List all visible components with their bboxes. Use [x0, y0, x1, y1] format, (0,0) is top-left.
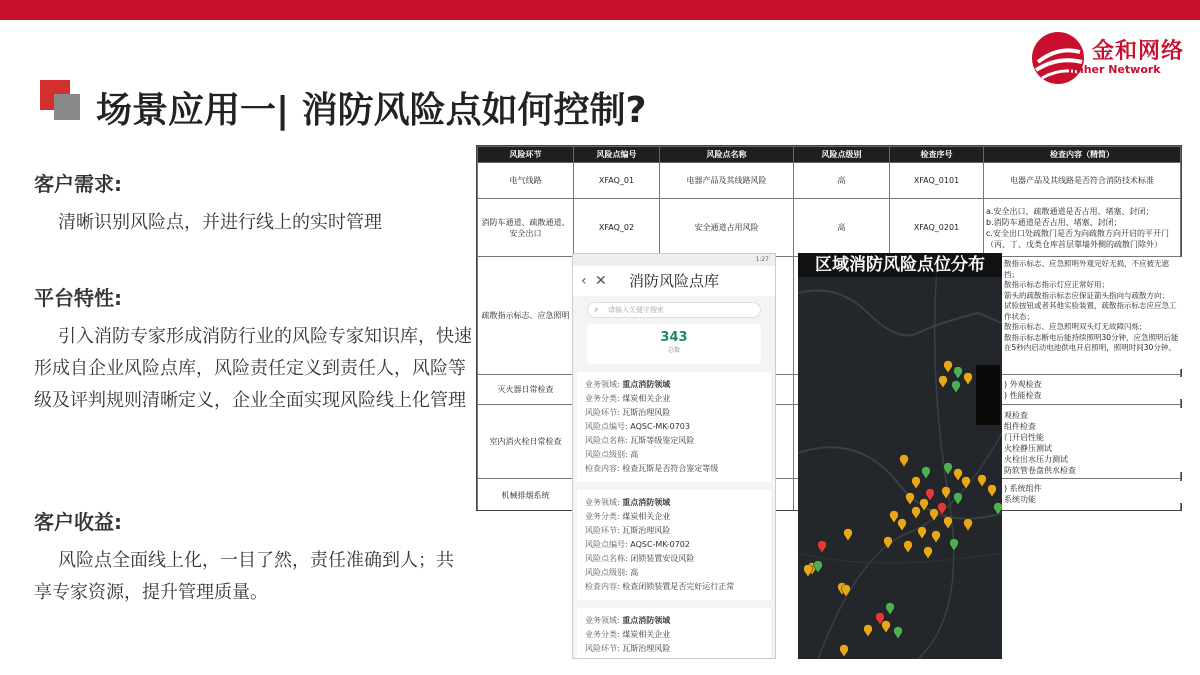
card-field-label: 业务分类: — [585, 512, 620, 521]
card-field-label: 风险点编号: — [585, 422, 628, 431]
risk-count-label: 总数 — [667, 347, 680, 354]
card-field-label: 检查内容: — [585, 464, 620, 473]
table-cell: a.安全出口、疏散通道是否占用、堵塞、封闭； b.消防车通道是否占用、堵塞、封闭； c.安全出口处疏散门是否为向疏散方向开启的平开门（丙、丁、戊类仓库首层靠墙外侧的疏散门除外） — [984, 199, 1181, 257]
card-field-value: 高 — [630, 568, 639, 577]
map-title: 区域消防风险点位分布 — [798, 253, 1002, 277]
column-header: 风险点名称 — [660, 147, 794, 163]
map-marker-icon[interactable] — [939, 375, 948, 388]
table-cell: 电器产品及其线路是否符合消防技术标准 — [984, 163, 1181, 199]
risk-distribution-map[interactable] — [798, 253, 1002, 659]
close-icon[interactable]: ✕ — [595, 273, 607, 289]
card-field-label: 风险点级别: — [585, 450, 628, 459]
map-marker-icon[interactable] — [804, 564, 813, 577]
risk-card[interactable] — [577, 490, 771, 600]
map-marker-icon[interactable] — [930, 508, 939, 521]
table-cell: 灭火器日常检查 — [478, 375, 574, 405]
extinguisher-check-content: ) 外观检查 ) 性能检查 — [1002, 377, 1182, 399]
map-marker-icon[interactable] — [864, 624, 873, 637]
map-marker-icon[interactable] — [842, 584, 851, 597]
card-row — [585, 420, 763, 434]
map-marker-icon[interactable] — [912, 506, 921, 519]
card-field-label: 业务领域: — [585, 498, 620, 507]
column-header: 检查内容（精简） — [984, 147, 1181, 163]
table-cell: 机械排烟系统 — [478, 479, 574, 512]
table-cell: XFAQ_0201 — [890, 199, 984, 257]
card-field-label: 风险点名称: — [585, 554, 628, 563]
table-cell: 安全通道占用风险 — [660, 199, 794, 257]
brand-name: 金和网络 — [1092, 39, 1185, 64]
card-row — [585, 628, 763, 642]
column-header: 风险点级别 — [794, 147, 890, 163]
map-marker-icon[interactable] — [954, 492, 963, 505]
map-marker-icon[interactable] — [882, 620, 891, 633]
section-heading: 客户需求: — [34, 172, 122, 196]
card-row — [585, 524, 763, 538]
card-field-value: 煤炭相关企业 — [622, 512, 671, 521]
map-marker-icon[interactable] — [844, 528, 853, 541]
table-cell: XFAQ_02 — [574, 199, 660, 257]
risk-card[interactable] — [577, 608, 771, 659]
map-marker-icon[interactable] — [932, 530, 941, 543]
search-placeholder: 请输入关键字搜索 — [608, 306, 664, 314]
hydrant-check-content: 观检查 组件检查 门开启性能 火栓静压测试 火栓出水压力测试 防软管卷盘供水检查 — [1002, 408, 1182, 472]
section-heading: 平台特性: — [34, 286, 122, 310]
table-cell: XFAQ_01 — [574, 163, 660, 199]
table-cell: 室内消火栓日常检查 — [478, 405, 574, 479]
card-row — [585, 448, 763, 462]
map-marker-icon[interactable] — [954, 366, 963, 379]
map-marker-icon[interactable] — [964, 372, 973, 385]
card-field-value: AQSC-MK-0702 — [630, 540, 690, 549]
map-marker-icon[interactable] — [944, 360, 953, 373]
title-decoration-gray — [54, 94, 80, 120]
card-field-value: 瓦斯治理风险 — [622, 408, 671, 417]
card-field-label: 业务分类: — [585, 630, 620, 639]
card-field-label: 业务领域: — [585, 616, 620, 625]
card-row — [585, 378, 763, 392]
map-marker-icon[interactable] — [950, 538, 959, 551]
map-marker-icon[interactable] — [912, 476, 921, 489]
page-title: 场景应用一| 消防风险点如何控制? — [96, 90, 647, 131]
map-marker-icon[interactable] — [886, 602, 895, 615]
card-row — [585, 462, 763, 476]
section-body: 风险点全面线上化，一目了然，责任准确到人；共享专家资源，提升管理质量。 — [34, 550, 454, 603]
column-header: 风险环节 — [478, 147, 574, 163]
card-field-label: 业务分类: — [585, 394, 620, 403]
map-marker-icon[interactable] — [962, 476, 971, 489]
table-cell: 高 — [794, 199, 890, 257]
map-legend — [976, 365, 1000, 425]
card-field-value: 瓦斯治理风险 — [622, 644, 671, 653]
map-marker-icon[interactable] — [900, 454, 909, 467]
section-body: 引入消防专家形成消防行业的风险专家知识库，快速形成自企业风险点库，风险责任定义到责任人，风险等级及评判规则清晰定义，企业全面实现风险线上化管理 — [34, 326, 472, 411]
card-field-label: 检查内容: — [585, 582, 620, 591]
card-row — [585, 392, 763, 406]
phone-header — [573, 266, 775, 296]
map-marker-icon[interactable] — [924, 546, 933, 559]
back-icon[interactable]: ‹ — [581, 273, 587, 289]
section-customer-needs — [34, 168, 474, 239]
search-input[interactable] — [587, 302, 761, 318]
map-marker-icon[interactable] — [818, 540, 827, 553]
map-marker-icon[interactable] — [890, 510, 899, 523]
map-marker-icon[interactable] — [918, 526, 927, 539]
card-field-label: 风险环节: — [585, 526, 620, 535]
card-field-value: 瓦斯治理风险 — [622, 526, 671, 535]
risk-count-card — [587, 324, 761, 364]
card-field-label: 风险点名称: — [585, 436, 628, 445]
card-field-value: 高 — [630, 450, 639, 459]
card-row — [585, 642, 763, 656]
phone-status-bar: 1:27 — [573, 254, 775, 266]
map-marker-icon[interactable] — [840, 644, 849, 657]
card-field-label: 风险环节: — [585, 644, 620, 653]
card-row — [585, 614, 763, 628]
map-marker-icon[interactable] — [978, 474, 987, 487]
top-banner — [0, 0, 1200, 20]
card-field-value: AQSC-MK-0703 — [630, 422, 690, 431]
phone-title: 消防风险点库 — [628, 272, 719, 290]
card-field-value: 瓦斯等级鉴定风险 — [630, 436, 695, 445]
brand-sub: Jinher Network — [1068, 63, 1161, 76]
risk-card[interactable] — [577, 372, 771, 482]
table-cell: 高 — [794, 163, 890, 199]
table-cell: XFAQ_0101 — [890, 163, 984, 199]
map-marker-icon[interactable] — [952, 380, 961, 393]
map-marker-icon[interactable] — [988, 484, 997, 497]
column-header: 风险点编号 — [574, 147, 660, 163]
card-row — [585, 434, 763, 448]
table-cell: 电气线路 — [478, 163, 574, 199]
map-marker-icon[interactable] — [964, 518, 973, 531]
card-field-value: 煤炭相关企业 — [622, 394, 671, 403]
section-platform-features — [34, 282, 474, 417]
map-marker-icon[interactable] — [922, 466, 931, 479]
evac-check-content: 散指示标志、应急照明外观完好无损，不应被无遮挡； 散指示标志指示灯应正常好用； 箭头的疏散指示标志应保证箭头指向与疏散方向； 试验按钮或者其他实验装置，疏散指示标志应应急工作状态； 散指示标志、应急照明双头灯无故障闪烁； 散指示标志断电后能持续照明30分钟，应急照明后能在5秒内启动电池供电开启照明，照明时间30分钟。 — [1002, 257, 1182, 369]
map-marker-icon[interactable] — [944, 516, 953, 529]
risk-count: 343 — [660, 330, 688, 345]
table-cell: 消防车通道、疏散通道、安全出口 — [478, 199, 574, 257]
card-row — [585, 552, 763, 566]
card-row — [585, 510, 763, 524]
card-row — [585, 406, 763, 420]
card-field-label: 业务领域: — [585, 380, 620, 389]
table-cell: 疏散指示标志、应急照明 — [478, 257, 574, 375]
column-header: 检查序号 — [890, 147, 984, 163]
card-field-value: 检查闭锁装置是否完好运行正常 — [622, 582, 735, 591]
search-icon: ⌕ — [594, 305, 599, 314]
card-field-label: 风险环节: — [585, 408, 620, 417]
card-field-value: 检查瓦斯是否符合鉴定等级 — [622, 464, 719, 473]
map-marker-icon[interactable] — [894, 626, 903, 639]
map-marker-icon[interactable] — [898, 518, 907, 531]
section-heading: 客户收益: — [34, 510, 122, 534]
mobile-risk-library-screen — [572, 253, 776, 659]
card-field-value: 闭锁装置安设风险 — [630, 554, 695, 563]
card-field-value: 重点消防领域 — [622, 380, 671, 389]
card-field-value: 重点消防领域 — [622, 498, 671, 507]
table-row — [478, 199, 1181, 257]
table-row — [478, 163, 1181, 199]
card-row — [585, 538, 763, 552]
card-row — [585, 566, 763, 580]
map-marker-icon[interactable] — [904, 540, 913, 553]
card-row — [585, 496, 763, 510]
map-marker-icon[interactable] — [954, 468, 963, 481]
card-field-label: 风险点级别: — [585, 568, 628, 577]
section-customer-benefits — [34, 506, 464, 609]
card-field-value: 煤炭相关企业 — [622, 630, 671, 639]
smoke-check-content: ) 系统组件 系统功能 — [1002, 481, 1182, 503]
map-marker-icon[interactable] — [906, 492, 915, 505]
card-row — [585, 580, 763, 594]
section-body: 清晰识别风险点，并进行线上的实时管理 — [58, 212, 382, 233]
card-field-value: 重点消防领域 — [622, 616, 671, 625]
map-canvas[interactable] — [798, 253, 1002, 659]
table-cell: 电器产品及其线路风险 — [660, 163, 794, 199]
card-field-label: 风险点编号: — [585, 540, 628, 549]
table-header-row — [478, 147, 1181, 163]
